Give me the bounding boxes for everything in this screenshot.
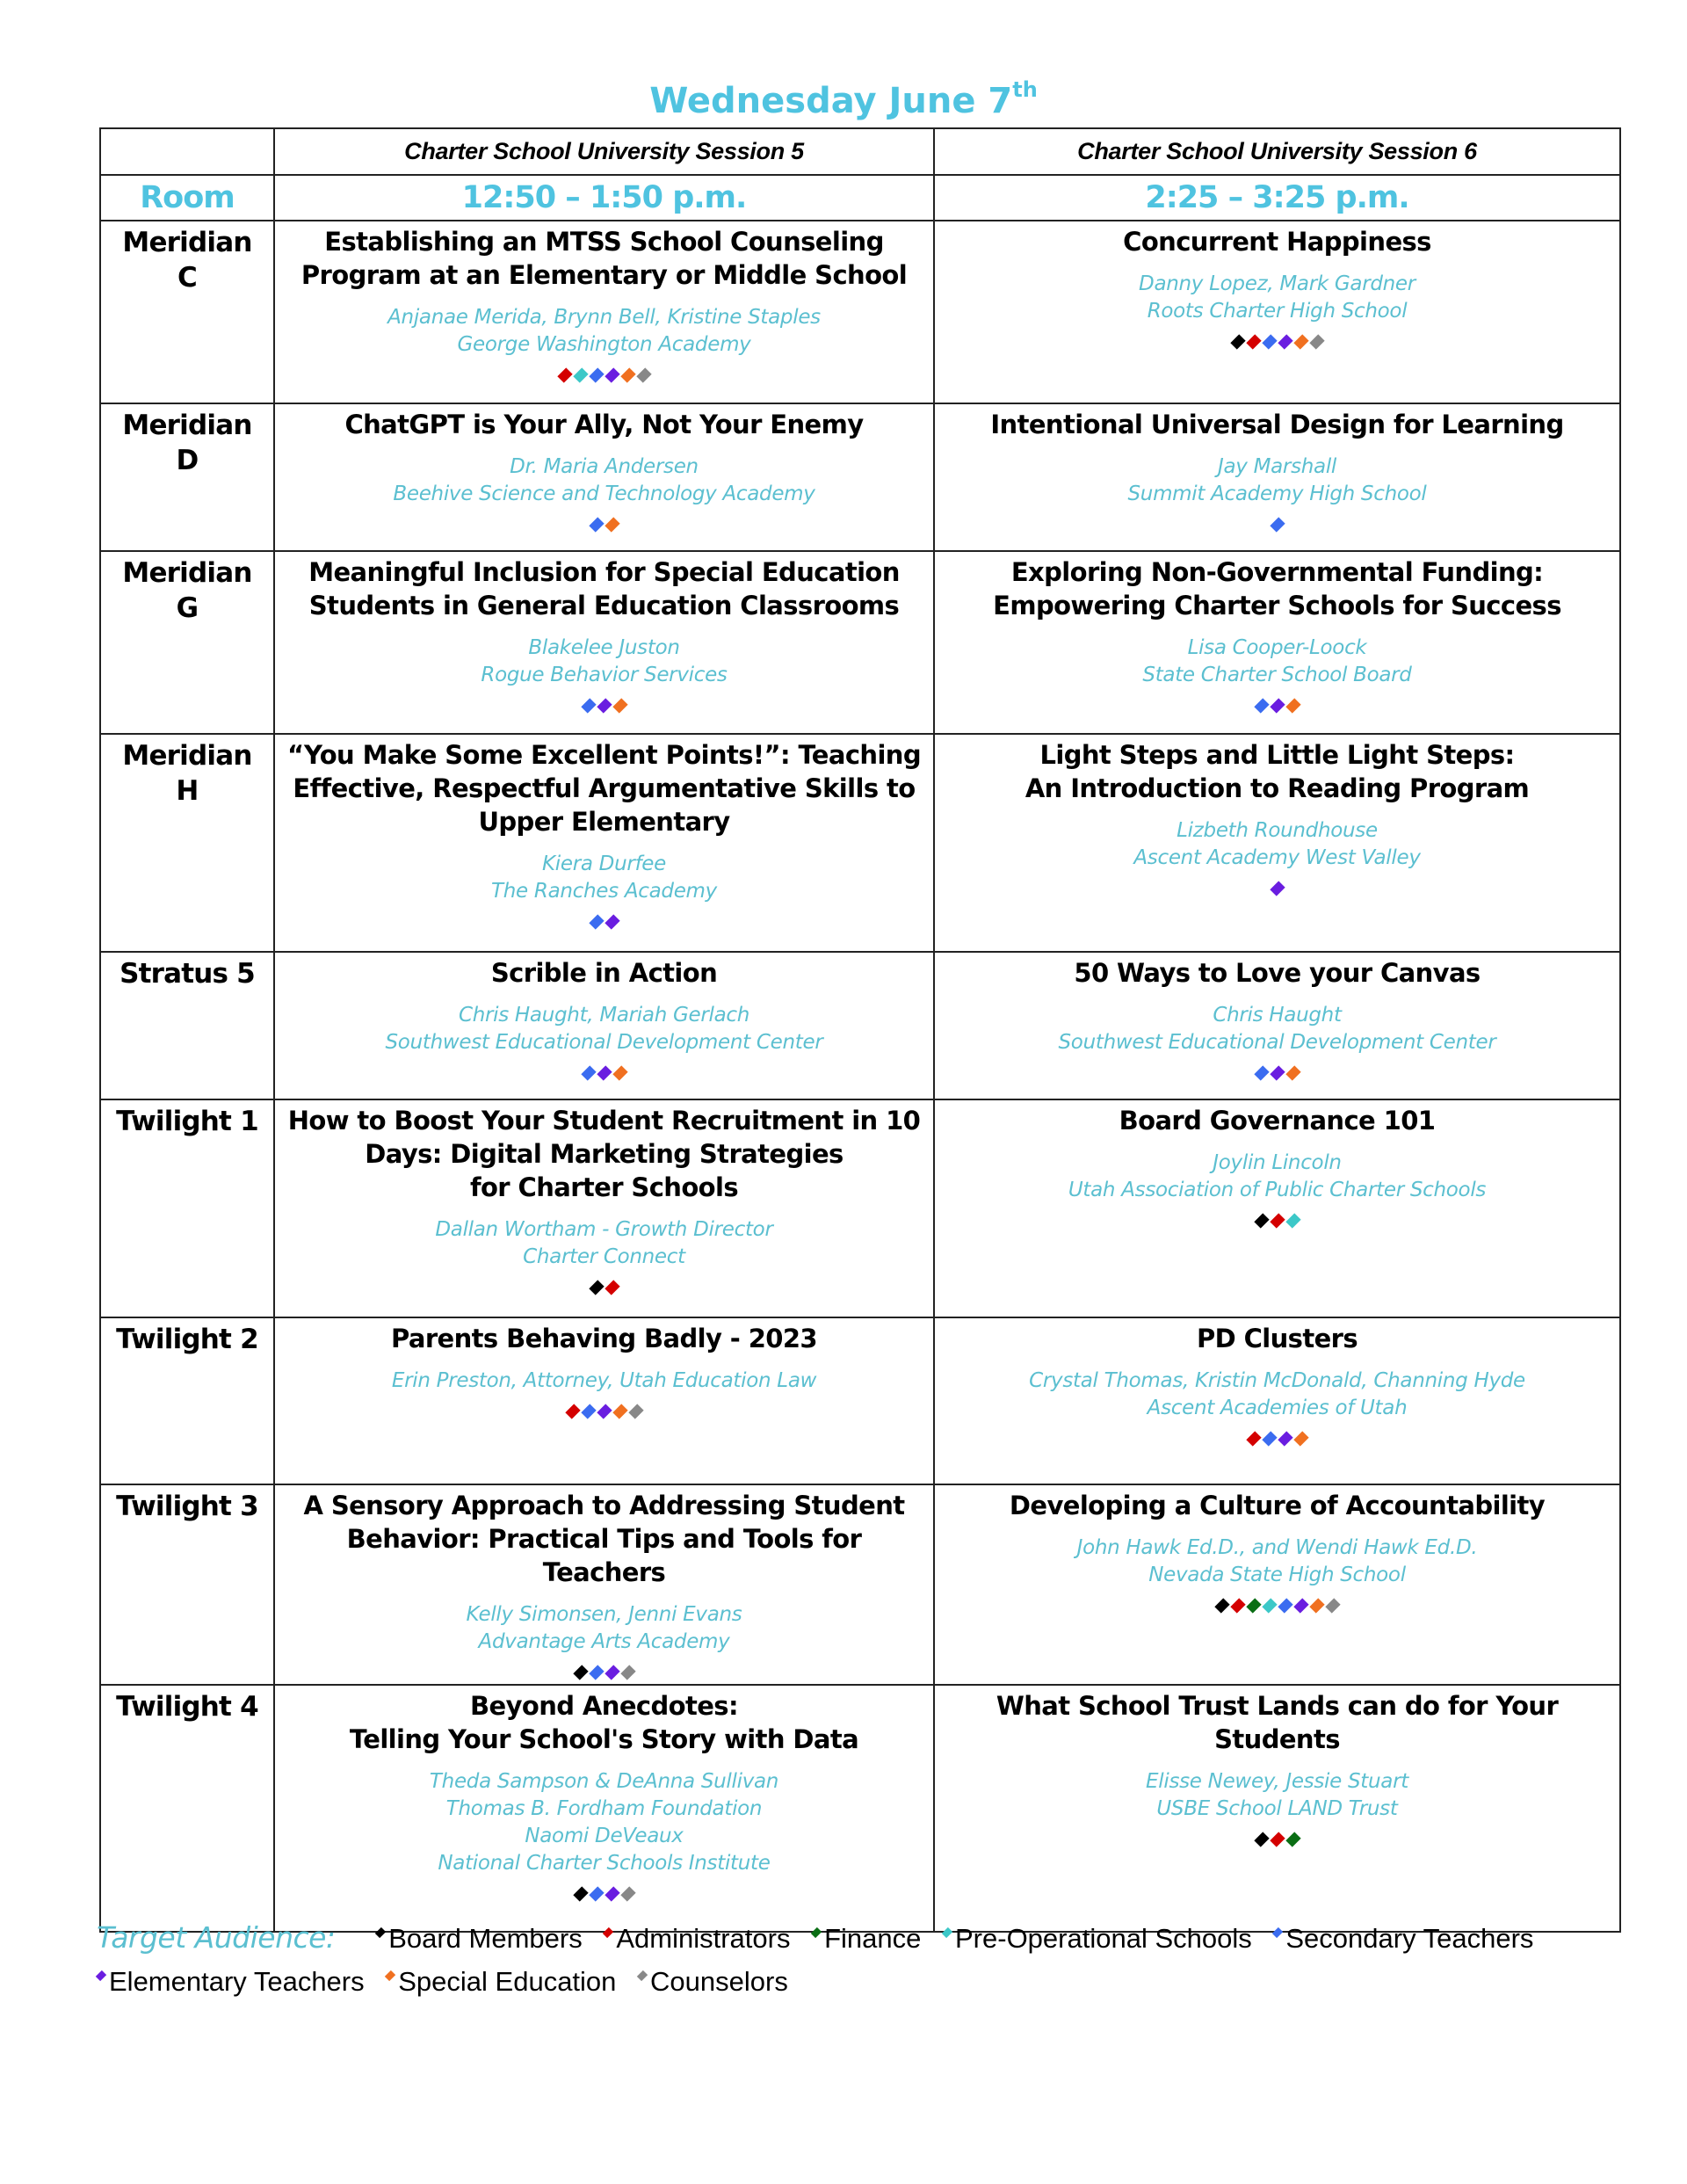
diamond-icon-pre-operational-schools xyxy=(1262,1598,1277,1613)
session-title xyxy=(284,225,924,292)
room-name-line: Meridian xyxy=(122,410,252,441)
session-speakers xyxy=(284,851,924,905)
session-title-line: Telling Your School's Story with Data xyxy=(349,1724,859,1754)
diamond-icon-elementary-teachers xyxy=(1270,698,1285,713)
schedule-row xyxy=(100,1099,1620,1317)
legend-item-text: Counselors xyxy=(650,1966,788,1997)
audience-diamonds xyxy=(284,1883,924,1905)
diamond-icon-secondary-teachers xyxy=(581,1404,596,1419)
audience-diamonds xyxy=(944,1427,1611,1450)
session-speakers xyxy=(284,1601,924,1656)
diamond-icon-pre-operational-schools xyxy=(1285,1213,1300,1228)
legend-item-board-members xyxy=(376,1923,583,1954)
session-speakers xyxy=(284,304,924,359)
speaker-line: Joylin Lincoln xyxy=(1213,1151,1342,1174)
room-name xyxy=(100,952,274,1099)
diamond-icon-administrators xyxy=(1270,1213,1285,1228)
title-ordinal-suffix: th xyxy=(1012,77,1038,102)
diamond-icon-secondary-teachers xyxy=(589,1665,604,1680)
session-title xyxy=(284,408,924,441)
session6-cell xyxy=(934,1484,1620,1685)
room-name xyxy=(100,1099,274,1317)
diamond-icon-counselors xyxy=(620,1886,635,1901)
speaker-line: USBE School LAND Trust xyxy=(1156,1797,1398,1820)
speaker-line: Ascent Academy West Valley xyxy=(1133,846,1421,869)
speaker-line: Danny Lopez, Mark Gardner xyxy=(1139,272,1415,295)
audience-diamonds xyxy=(284,1400,924,1423)
diamond-icon-special-education xyxy=(1309,1598,1324,1613)
room-name xyxy=(100,734,274,952)
session6-cell xyxy=(934,1099,1620,1317)
session-title xyxy=(284,738,924,838)
diamond-icon-elementary-teachers xyxy=(597,698,612,713)
audience-diamonds xyxy=(944,1594,1611,1617)
diamond-icon xyxy=(385,1970,395,1981)
legend-item-text: Board Members xyxy=(388,1923,583,1954)
speaker-line: Elisse Newey, Jessie Stuart xyxy=(1146,1770,1408,1793)
diamond-icon-elementary-teachers xyxy=(605,1665,619,1680)
speaker-line: Chris Haught, Mariah Gerlach xyxy=(458,1004,750,1027)
session6-time: 2:25 – 3:25 p.m. xyxy=(934,175,1620,221)
speaker-line: The Ranches Academy xyxy=(491,880,717,903)
room-name-line: Meridian xyxy=(122,557,252,589)
legend-item-text: Elementary Teachers xyxy=(109,1966,365,1997)
diamond-icon-board-members xyxy=(589,1280,604,1295)
page-title xyxy=(0,77,1687,121)
speaker-line: Southwest Educational Development Center xyxy=(1058,1031,1496,1054)
diamond-icon-administrators xyxy=(1270,1832,1285,1847)
diamond-icon-board-members xyxy=(1214,1598,1229,1613)
session-speakers xyxy=(944,271,1611,325)
session-title-line: Exploring Non-Governmental Funding: xyxy=(1010,557,1544,587)
speaker-line: George Washington Academy xyxy=(457,333,751,356)
speaker-line: Anjanae Merida, Brynn Bell, Kristine Staples xyxy=(387,306,821,329)
session-title-line: A Sensory Approach to Addressing Student xyxy=(303,1491,905,1520)
diamond-icon-special-education xyxy=(612,1065,627,1080)
session-title xyxy=(944,555,1611,622)
diamond-icon-secondary-teachers xyxy=(1262,334,1277,349)
diamond-icon-special-education xyxy=(620,367,635,382)
speaker-line: John Hawk Ed.D., and Wendi Hawk Ed.D. xyxy=(1076,1536,1478,1559)
room-name-line: H xyxy=(176,775,199,807)
session6-cell xyxy=(934,734,1620,952)
diamond-icon-administrators xyxy=(565,1404,580,1419)
room-name-line: Stratus 5 xyxy=(119,958,255,990)
diamond-icon xyxy=(811,1927,822,1938)
speaker-line: National Charter Schools Institute xyxy=(438,1852,771,1875)
session-title xyxy=(944,1104,1611,1137)
diamond-icon-counselors xyxy=(620,1665,635,1680)
schedule-row xyxy=(100,551,1620,734)
speaker-line: Dr. Maria Andersen xyxy=(510,455,699,478)
diamond-icon-counselors xyxy=(628,1404,643,1419)
diamond-icon xyxy=(637,1970,648,1981)
session6-cell xyxy=(934,1685,1620,1932)
speaker-line: Beehive Science and Technology Academy xyxy=(393,483,815,505)
session-speakers xyxy=(284,1368,924,1395)
speaker-line: Ascent Academies of Utah xyxy=(1147,1397,1408,1419)
session6-cell xyxy=(934,1317,1620,1484)
session5-header: Charter School University Session 5 xyxy=(274,128,934,175)
audience-diamonds xyxy=(944,513,1611,536)
diamond-icon-elementary-teachers xyxy=(597,1065,612,1080)
diamond-icon-finance xyxy=(1246,1598,1261,1613)
diamond-icon-elementary-teachers xyxy=(1278,334,1292,349)
room-column-header: Room xyxy=(100,175,274,221)
diamond-icon xyxy=(942,1927,952,1938)
diamond-icon-secondary-teachers xyxy=(581,698,596,713)
audience-diamonds xyxy=(284,694,924,717)
session-title-line: Days: Digital Marketing Strategies xyxy=(365,1139,844,1169)
diamond-icon-elementary-teachers xyxy=(1293,1598,1308,1613)
diamond-icon-administrators xyxy=(605,1280,619,1295)
session5-cell xyxy=(274,1317,934,1484)
room-name-line: Twilight 1 xyxy=(116,1106,258,1137)
audience-diamonds xyxy=(284,1062,924,1085)
session-title-line: Parents Behaving Badly - 2023 xyxy=(390,1324,818,1353)
session-title xyxy=(944,1489,1611,1522)
session-speakers xyxy=(284,1216,924,1271)
session-title-line: Board Governance 101 xyxy=(1119,1106,1436,1136)
diamond-icon-elementary-teachers xyxy=(1270,881,1285,896)
diamond-icon xyxy=(603,1927,613,1938)
session-speakers xyxy=(944,1368,1611,1422)
session-title-line: How to Boost Your Student Recruitment in 10 xyxy=(287,1106,921,1136)
speaker-line: Jay Marshall xyxy=(1217,455,1337,478)
session5-cell xyxy=(274,952,934,1099)
speaker-line: Lizbeth Roundhouse xyxy=(1177,819,1378,842)
speaker-line: Thomas B. Fordham Foundation xyxy=(445,1797,763,1820)
session-title-line: Developing a Culture of Accountability xyxy=(1009,1491,1546,1520)
session-title-line: Upper Elementary xyxy=(478,807,730,837)
legend-item-counselors xyxy=(638,1966,788,1997)
session-title xyxy=(284,1104,924,1204)
session-title-line: for Charter Schools xyxy=(469,1172,739,1202)
speaker-line: Summit Academy High School xyxy=(1127,483,1427,505)
speaker-line: Kiera Durfee xyxy=(541,853,667,875)
diamond-icon-special-education xyxy=(1293,334,1308,349)
room-name-line: Twilight 4 xyxy=(116,1691,258,1723)
diamond-icon-special-education xyxy=(612,698,627,713)
diamond-icon-secondary-teachers xyxy=(581,1065,596,1080)
diamond-icon-administrators xyxy=(1246,1431,1261,1446)
session-title-line: Concurrent Happiness xyxy=(1123,227,1431,257)
session-speakers xyxy=(284,635,924,689)
session-title-line: Effective, Respectful Argumentative Skills to xyxy=(293,773,916,803)
session-title-line: 50 Ways to Love your Canvas xyxy=(1074,958,1481,988)
diamond-icon-secondary-teachers xyxy=(589,517,604,532)
session-title xyxy=(944,1322,1611,1355)
legend-item-secondary-teachers xyxy=(1273,1923,1533,1954)
diamond-icon-finance xyxy=(1285,1832,1300,1847)
session5-cell xyxy=(274,1099,934,1317)
session-title xyxy=(944,1689,1611,1756)
legend-item-special-education xyxy=(386,1966,616,1997)
session-title xyxy=(284,1322,924,1355)
diamond-icon-board-members xyxy=(573,1665,588,1680)
diamond-icon-special-education xyxy=(612,1404,627,1419)
session5-cell xyxy=(274,551,934,734)
speaker-line: Erin Preston, Attorney, Utah Education Law xyxy=(391,1369,817,1392)
audience-diamonds xyxy=(284,513,924,536)
speaker-line: Lisa Cooper-Loock xyxy=(1187,636,1367,659)
audience-diamonds xyxy=(944,694,1611,717)
room-name-line: Meridian xyxy=(122,740,252,772)
diamond-icon-elementary-teachers xyxy=(605,1886,619,1901)
diamond-icon-board-members xyxy=(1254,1213,1269,1228)
session-title-line: Establishing an MTSS School Counseling xyxy=(324,227,884,257)
session-title xyxy=(284,1489,924,1589)
session-speakers xyxy=(944,1768,1611,1823)
schedule-row xyxy=(100,221,1620,403)
session5-cell xyxy=(274,1685,934,1932)
session5-cell xyxy=(274,403,934,551)
room-name-line: D xyxy=(176,445,199,476)
empty-corner-cell xyxy=(100,128,274,175)
room-name xyxy=(100,221,274,403)
session-speakers xyxy=(944,817,1611,872)
session6-cell xyxy=(934,221,1620,403)
audience-diamonds xyxy=(284,1276,924,1299)
session-header-row xyxy=(100,128,1620,175)
session5-time: 12:50 – 1:50 p.m. xyxy=(274,175,934,221)
speaker-line: Naomi DeVeaux xyxy=(525,1825,684,1847)
audience-diamonds xyxy=(944,1062,1611,1085)
legend-item-pre-operational-schools xyxy=(943,1923,1252,1954)
diamond-icon-secondary-teachers xyxy=(1254,698,1269,713)
speaker-line: Roots Charter High School xyxy=(1147,300,1408,323)
speaker-line: Nevada State High School xyxy=(1148,1564,1406,1586)
session-speakers xyxy=(284,1002,924,1056)
session5-cell xyxy=(274,734,934,952)
title-text: Wednesday June 7 xyxy=(649,81,1013,121)
diamond-icon xyxy=(1272,1927,1283,1938)
schedule-table xyxy=(99,127,1621,1933)
speaker-line: Charter Connect xyxy=(523,1245,685,1268)
session-title-line: An Introduction to Reading Program xyxy=(1025,773,1530,803)
time-row xyxy=(100,175,1620,221)
legend-item-finance xyxy=(812,1923,921,1954)
speaker-line: Theda Sampson & DeAnna Sullivan xyxy=(429,1770,779,1793)
speaker-line: Utah Association of Public Charter Schools xyxy=(1068,1179,1487,1201)
session-title-line: Students in General Education Classrooms xyxy=(308,591,900,620)
diamond-icon xyxy=(375,1927,386,1938)
room-name xyxy=(100,1484,274,1685)
legend-item-text: Finance xyxy=(824,1923,922,1954)
speaker-line: State Charter School Board xyxy=(1142,664,1412,686)
diamond-icon-elementary-teachers xyxy=(605,367,619,382)
diamond-icon-pre-operational-schools xyxy=(573,367,588,382)
room-name xyxy=(100,1685,274,1932)
diamond-icon-elementary-teachers xyxy=(1270,1065,1285,1080)
schedule-row xyxy=(100,403,1620,551)
session-title-line: Meaningful Inclusion for Special Education xyxy=(308,557,900,587)
diamond-icon-administrators xyxy=(557,367,572,382)
diamond-icon-special-education xyxy=(605,517,619,532)
session-title-line: ChatGPT is Your Ally, Not Your Enemy xyxy=(344,410,864,439)
diamond-icon-secondary-teachers xyxy=(1262,1431,1277,1446)
session-speakers xyxy=(284,1768,924,1877)
diamond-icon-elementary-teachers xyxy=(597,1404,612,1419)
audience-diamonds xyxy=(284,911,924,933)
diamond-icon-board-members xyxy=(573,1886,588,1901)
session-title-line: What School Trust Lands can do for Your Students xyxy=(996,1691,1559,1754)
session-title-line: Intentional Universal Design for Learning xyxy=(990,410,1564,439)
room-name-line: Twilight 3 xyxy=(116,1491,258,1522)
session-title xyxy=(944,738,1611,805)
session-title-line: Empowering Charter Schools for Success xyxy=(993,591,1561,620)
diamond-icon-secondary-teachers xyxy=(1278,1598,1292,1613)
session6-header: Charter School University Session 6 xyxy=(934,128,1620,175)
session-title-line: Program at an Elementary or Middle School xyxy=(300,260,908,290)
room-name-line: C xyxy=(177,262,197,294)
session-speakers xyxy=(944,1150,1611,1204)
schedule-row xyxy=(100,952,1620,1099)
audience-diamonds xyxy=(284,1661,924,1684)
session-title xyxy=(284,1689,924,1756)
diamond-icon xyxy=(96,1970,106,1981)
diamond-icon-counselors xyxy=(636,367,651,382)
session-title xyxy=(284,555,924,622)
audience-diamonds xyxy=(944,330,1611,353)
room-name xyxy=(100,403,274,551)
session-speakers xyxy=(944,635,1611,689)
legend-item-text: Secondary Teachers xyxy=(1285,1923,1534,1954)
audience-diamonds xyxy=(944,1828,1611,1851)
speaker-line: Southwest Educational Development Center xyxy=(385,1031,823,1054)
legend-item-text: Pre-Operational Schools xyxy=(955,1923,1252,1954)
audience-diamonds xyxy=(944,877,1611,900)
diamond-icon-administrators xyxy=(1230,1598,1245,1613)
session-title-line: Scrible in Action xyxy=(490,958,718,988)
speaker-line: Crystal Thomas, Kristin McDonald, Channing Hyde xyxy=(1029,1369,1525,1392)
diamond-icon-secondary-teachers xyxy=(589,1886,604,1901)
legend-item-administrators xyxy=(604,1923,790,1954)
diamond-icon-board-members xyxy=(1254,1832,1269,1847)
room-name-line: Meridian xyxy=(122,227,252,258)
schedule-row xyxy=(100,734,1620,952)
session6-cell xyxy=(934,551,1620,734)
session-speakers xyxy=(284,453,924,508)
schedule-row xyxy=(100,1484,1620,1685)
diamond-icon-special-education xyxy=(1285,1065,1300,1080)
target-audience-legend xyxy=(97,1916,1608,2003)
session-title-line: Behavior: Practical Tips and Tools for Teachers xyxy=(346,1524,862,1587)
schedule-row xyxy=(100,1317,1620,1484)
session-title xyxy=(284,956,924,990)
session-speakers xyxy=(944,453,1611,508)
diamond-icon-elementary-teachers xyxy=(1278,1431,1292,1446)
diamond-icon-secondary-teachers xyxy=(1254,1065,1269,1080)
speaker-line: Rogue Behavior Services xyxy=(481,664,728,686)
diamond-icon-secondary-teachers xyxy=(1270,517,1285,532)
room-name xyxy=(100,1317,274,1484)
diamond-icon-administrators xyxy=(1246,334,1261,349)
session-title-line: PD Clusters xyxy=(1196,1324,1358,1353)
diamond-icon-counselors xyxy=(1325,1598,1340,1613)
audience-diamonds xyxy=(944,1209,1611,1232)
diamond-icon-secondary-teachers xyxy=(589,367,604,382)
room-name-line: Twilight 2 xyxy=(116,1324,258,1355)
session-speakers xyxy=(944,1535,1611,1589)
session5-cell xyxy=(274,1484,934,1685)
session-speakers xyxy=(944,1002,1611,1056)
session6-cell xyxy=(934,403,1620,551)
legend-label: Target Audience: xyxy=(97,1920,336,1955)
legend-item-elementary-teachers xyxy=(97,1966,365,1997)
audience-diamonds xyxy=(284,364,924,387)
room-name-line: G xyxy=(176,592,199,624)
diamond-icon-special-education xyxy=(1285,698,1300,713)
session-title xyxy=(944,408,1611,441)
diamond-icon-secondary-teachers xyxy=(589,914,604,929)
speaker-line: Blakelee Juston xyxy=(528,636,680,659)
session-title-line: Light Steps and Little Light Steps: xyxy=(1039,740,1515,770)
session5-cell xyxy=(274,221,934,403)
diamond-icon-elementary-teachers xyxy=(605,914,619,929)
diamond-icon-special-education xyxy=(1293,1431,1308,1446)
speaker-line: Chris Haught xyxy=(1213,1004,1342,1027)
session-title xyxy=(944,956,1611,990)
room-name xyxy=(100,551,274,734)
speaker-line: Dallan Wortham - Growth Director xyxy=(435,1218,773,1241)
diamond-icon-counselors xyxy=(1309,334,1324,349)
speaker-line: Advantage Arts Academy xyxy=(478,1630,730,1653)
session-title-line: “You Make Some Excellent Points!”: Teaching xyxy=(286,740,922,770)
legend-item-text: Special Education xyxy=(398,1966,617,1997)
session-title xyxy=(944,225,1611,258)
diamond-icon-board-members xyxy=(1230,334,1245,349)
legend-item-text: Administrators xyxy=(616,1923,791,1954)
session6-cell xyxy=(934,952,1620,1099)
schedule-row xyxy=(100,1685,1620,1932)
session-title-line: Beyond Anecdotes: xyxy=(470,1691,738,1721)
speaker-line: Kelly Simonsen, Jenni Evans xyxy=(466,1603,742,1626)
